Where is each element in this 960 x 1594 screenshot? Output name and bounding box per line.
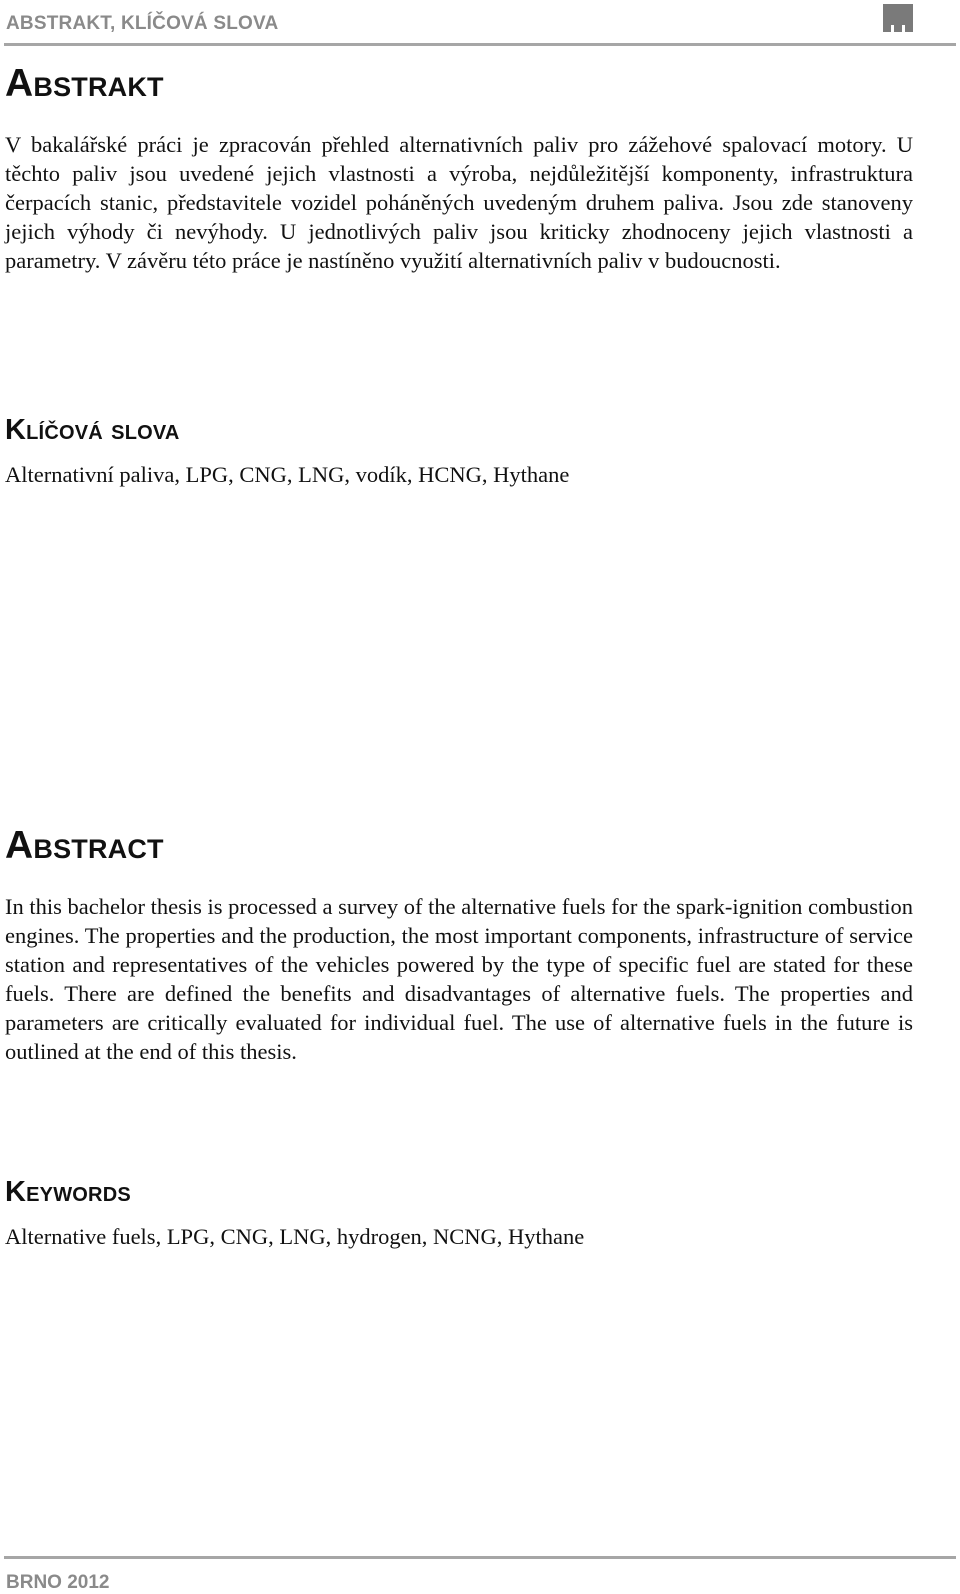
footer-divider [4, 1556, 956, 1559]
header-divider [4, 43, 956, 46]
abstract-heading: Abstract [5, 824, 164, 867]
klicova-slova-text: Alternativní paliva, LPG, CNG, LNG, vodík, HCNG, Hythane [5, 462, 570, 487]
keywords-heading: Keywords [5, 1176, 131, 1208]
klicova-slova-heading: Klíčová slova [5, 414, 180, 446]
abstrakt-paragraph: V bakalářské práci je zpracován přehled alternativních paliv pro zážehové spalovací motory. U těchto paliv jsou uvedené jejich vlastnosti a výroba, nejdůležitější komponenty, infrastruktura čerpacích stanic, představitele vozidel poháněných uvedeným druhem paliva. Jsou zde stanoveny jejich výhody či nevýhody. U jednotlivých paliv jsou kriticky zhodnoceny jejich vlastnosti a parametry. V závěru této práce je nastíněno využití alternativních paliv v budoucnosti. [5, 132, 913, 273]
keywords-text: Alternative fuels, LPG, CNG, LNG, hydrogen, NCNG, Hythane [5, 1224, 585, 1249]
footer-text: BRNO 2012 [6, 1572, 110, 1593]
university-logo-icon [883, 4, 913, 32]
abstrakt-heading: Abstrakt [5, 62, 164, 105]
running-header-title: ABSTRAKT, KLÍČOVÁ SLOVA [6, 13, 279, 34]
abstract-paragraph: In this bachelor thesis is processed a survey of the alternative fuels for the spark-ignition combustion engines. The properties and the production, the most important components, infrastructure of service station and representatives of the vehicles powered by the type of specific fuel are stated for these fuels. There are defined the benefits and disadvantages of alternative fuels. The properties and parameters are critically evaluated for individual fuel. The use of alternative fuels in the future is outlined at the end of this thesis. [5, 894, 913, 1064]
